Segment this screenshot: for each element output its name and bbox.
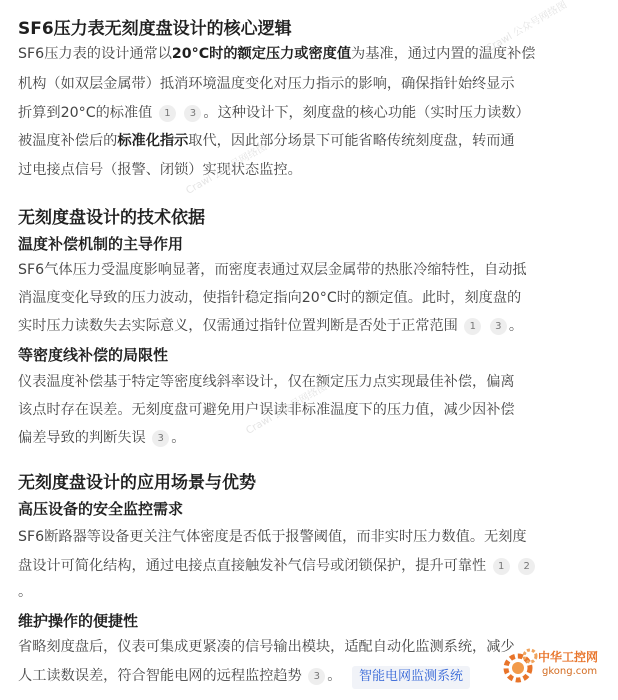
subsection-title: 温度补偿机制的主导作用 <box>18 235 184 253</box>
logo-name: 中华工控网 <box>538 650 599 664</box>
section-title-application: 无刻度盘设计的应用场景与优势 <box>18 473 256 493</box>
paragraph-line: SF6气体压力受温度影响显著，而密度表通过双层金属带的热胀冷缩特性，自动抵 <box>18 262 527 278</box>
citation-badge[interactable]: 2 <box>518 558 535 575</box>
paragraph-line: SF6断路器等设备更关注气体密度是否低于报警阈值，而非实时压力数值。无刻度 <box>18 529 527 545</box>
paragraph-line: 仪表温度补偿基于特定等密度线斜率设计，仅在额定压力点实现最佳补偿，偏离 <box>18 374 515 390</box>
subsection-title: 维护操作的便捷性 <box>18 612 139 630</box>
citation-badge[interactable]: 3 <box>152 430 169 447</box>
paragraph-line: SF6压力表的设计通常以20°C时的额定压力或密度值为基准，通过内置的温度补偿 <box>18 46 536 62</box>
subsection-title: 高压设备的安全监控需求 <box>18 500 184 518</box>
paragraph-line: 折算到20°C的标准值 1 3 。这种设计下，刻度盘的核心功能（实时压力读数） <box>18 105 530 121</box>
citation-badge[interactable]: 1 <box>464 318 481 335</box>
paragraph-line: 人工读数误差，符合智能电网的远程监控趋势 3 。 智能电网监测系统 <box>18 666 470 689</box>
paragraph-line: 被温度补偿后的标准化指示取代，因此部分场景下可能省略传统刻度盘，转而通 <box>18 133 515 149</box>
citation-badge[interactable]: 3 <box>184 105 201 122</box>
citation-badge[interactable]: 3 <box>490 318 507 335</box>
subsection-title: 等密度线补偿的局限性 <box>18 346 169 364</box>
watermark-text: Crawl 公众号网络图 <box>184 141 269 197</box>
gear-logo-icon <box>498 646 540 690</box>
paragraph-line: 该点时存在误差。无刻度盘可避免用户误读非标准温度下的压力值，减少因补偿 <box>18 402 515 418</box>
citation-badge[interactable]: 1 <box>493 558 510 575</box>
section-title-technical-basis: 无刻度盘设计的技术依据 <box>18 208 205 228</box>
section-title-core-logic: SF6压力表无刻度盘设计的核心逻辑 <box>18 19 292 39</box>
bold-highlight: 20°C时的额定压力或密度值 <box>171 46 352 62</box>
paragraph-line: 过电接点信号（报警、闭锁）实现状态监控。 <box>18 162 302 178</box>
watermark-text: Crawl 公众号网络图 <box>484 0 569 55</box>
paragraph-tail: 。 <box>18 584 33 600</box>
logo-domain: gkong.com <box>542 666 598 677</box>
paragraph-line: 盘设计可简化结构，通过电接点直接触发补气信号或闭锁保护，提升可靠性 1 2 <box>18 556 537 576</box>
site-logo <box>498 644 610 690</box>
paragraph-line: 省略刻度盘后，仪表可集成更紧凑的信号输出模块，适配自动化监测系统，减少 <box>18 639 515 655</box>
bold-highlight: 标准化指示 <box>117 133 189 149</box>
watermark-text: Crawl 公众号网络图 <box>244 381 329 437</box>
paragraph-line: 消温度变化导致的压力波动，使指针稳定指向20°C时的额定值。此时，刻度盘的 <box>18 290 522 306</box>
related-link-chip[interactable]: 智能电网监测系统 <box>352 666 470 689</box>
paragraph-line: 实时压力读数失去实际意义，仅需通过指针位置判断是否处于正常范围 1 3 。 <box>18 318 524 334</box>
citation-badge[interactable]: 1 <box>159 105 176 122</box>
citation-badge[interactable]: 3 <box>308 668 325 685</box>
paragraph-line: 偏差导致的判断失误 3 。 <box>18 430 186 446</box>
paragraph-line: 机构（如双层金属带）抵消环境温度变化对压力指示的影响，确保指针始终显示 <box>18 76 515 92</box>
